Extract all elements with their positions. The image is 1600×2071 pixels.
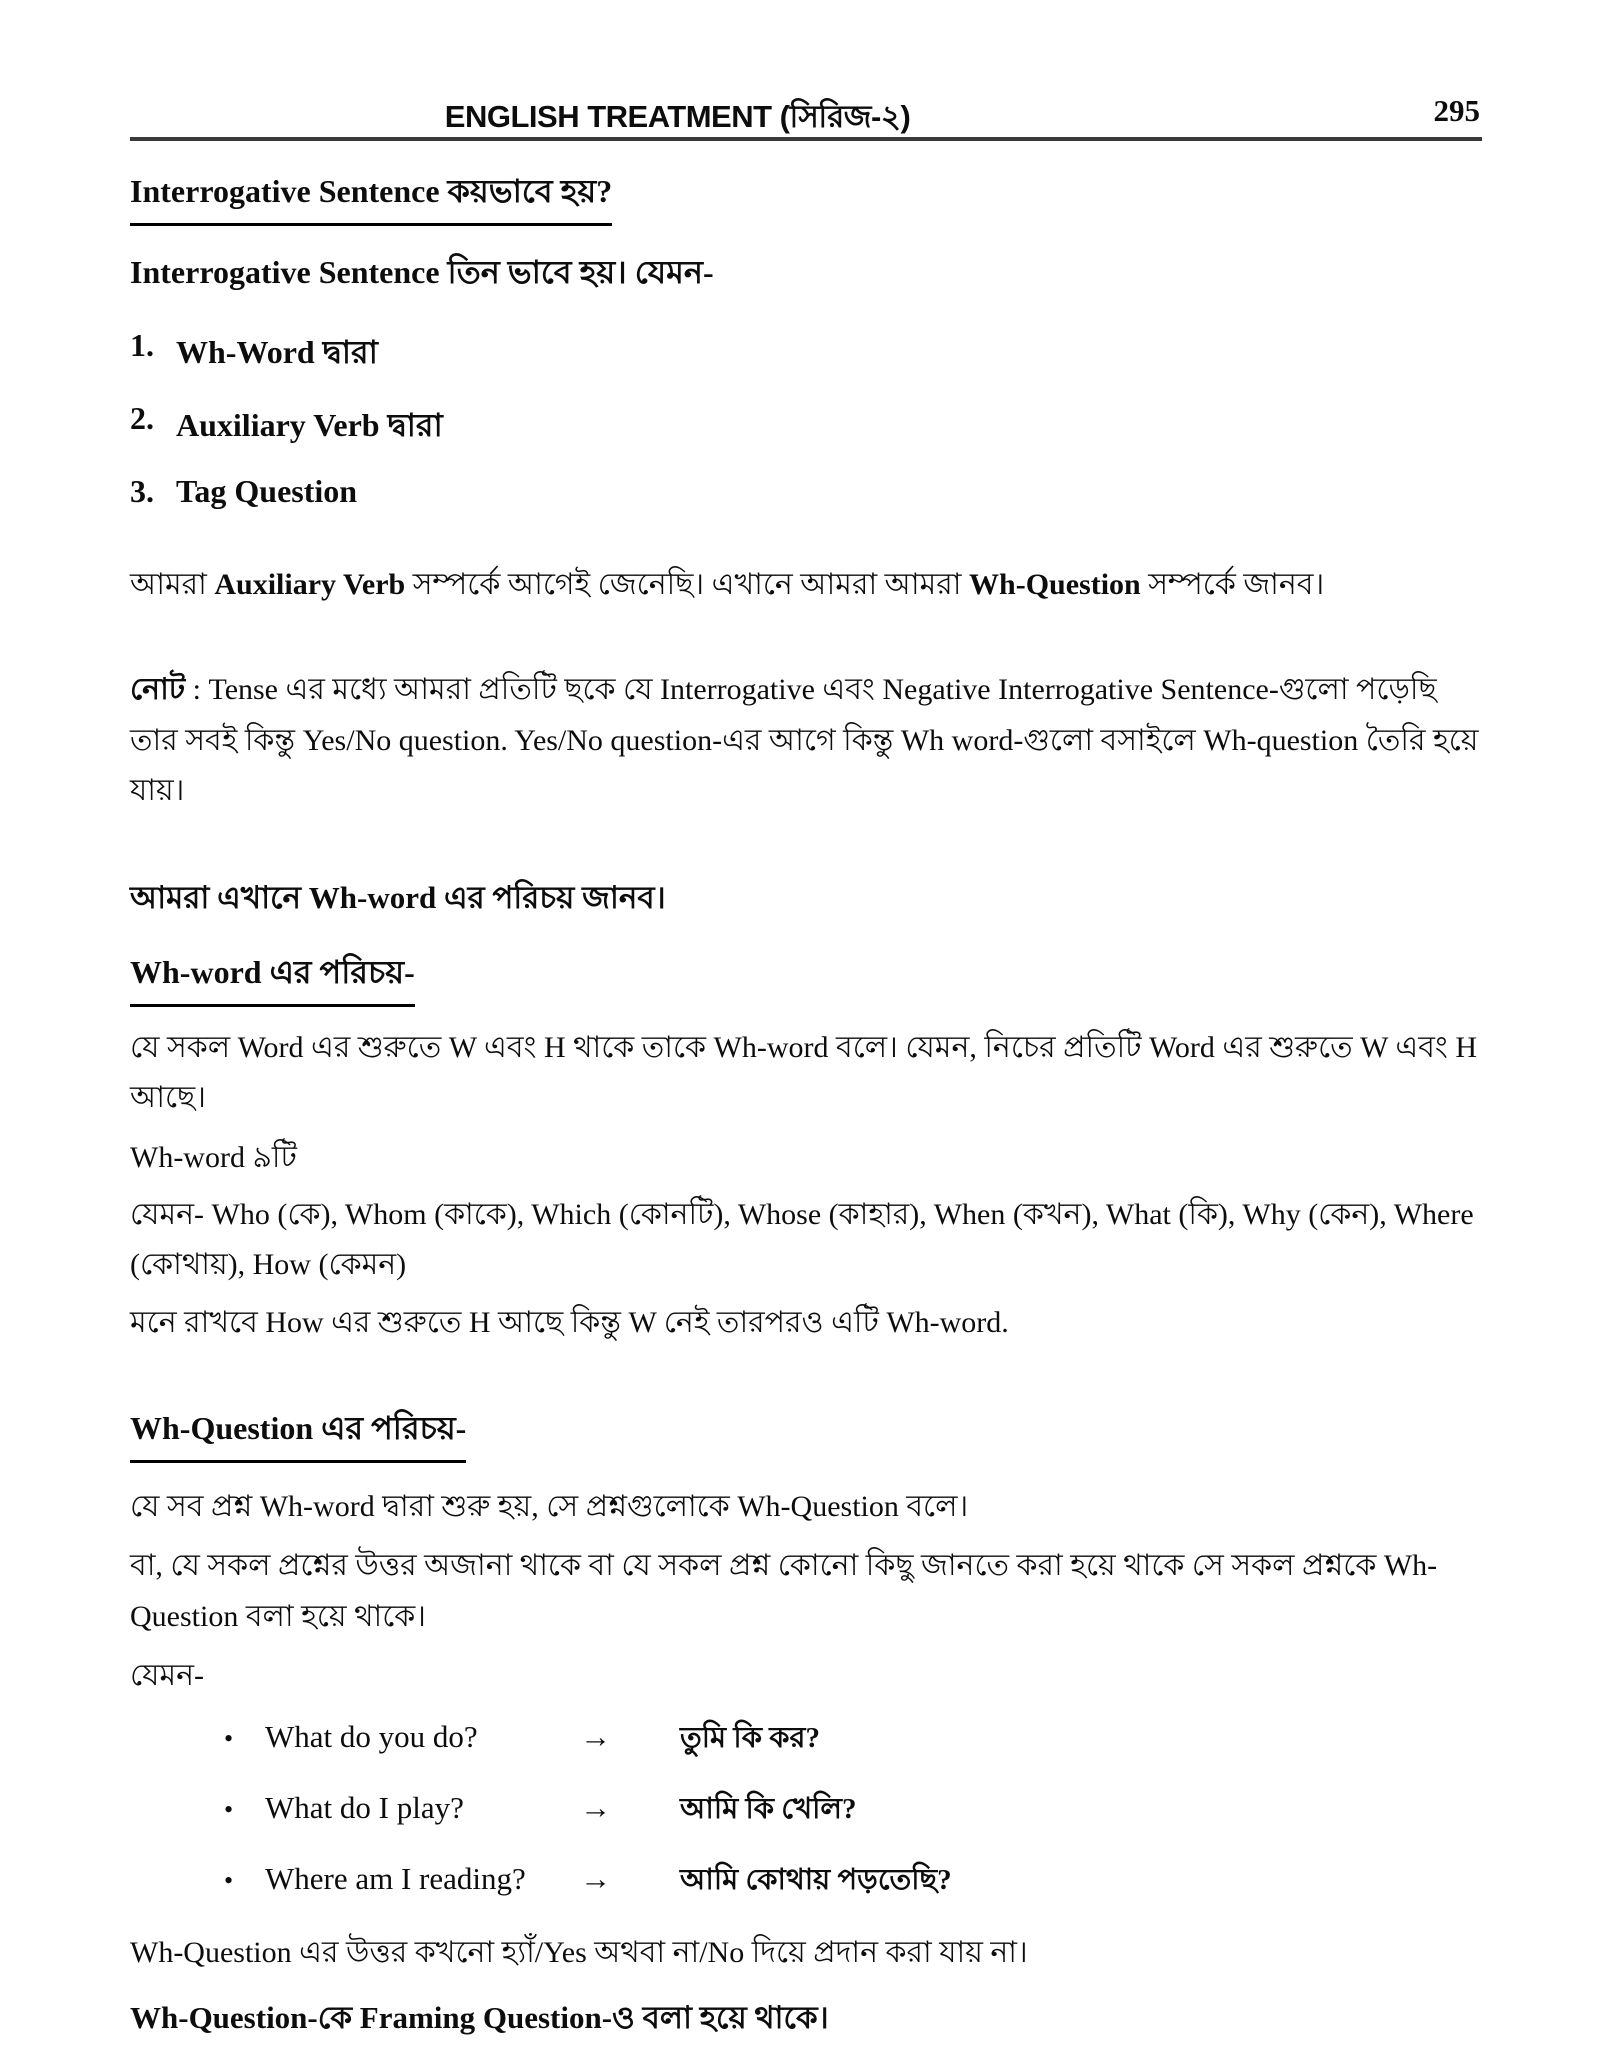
header-title: ENGLISH TREATMENT (সিরিজ-২) [444, 99, 911, 134]
framing-question-note: Wh-Question-কে Framing Question-ও বলা হয়ে থাকে। [130, 1999, 829, 2035]
list-item-number: 1. [130, 327, 154, 363]
bullet-icon: • [224, 1724, 234, 1754]
list-item-label: Auxiliary Verb দ্বারা [176, 407, 443, 443]
whquestion-definition-1: যে সব প্রশ্ন Wh-word দ্বারা শুরু হয়, সে প্রশ্নগুলোকে Wh-Question বলে। [130, 1489, 969, 1523]
example-label: যেমন- [130, 1659, 205, 1693]
note-paragraph: নোট : Tense এর মধ্যে আমরা প্রতিটি ছকে যে Interrogative এবং Negative Interrogative Sentence-গুলো পড়েছি তার সবই কিন্তু Yes/No question. Yes/No question-এর আগে কিন্তু Wh word-গুলো বসাইলে Wh-question তৈরি হয়ে যায়। [130, 673, 1479, 808]
section-title [130, 166, 1482, 226]
list-item [130, 473, 1482, 510]
section-title-text: Interrogative Sentence কয়ভাবে হয়? [130, 166, 612, 226]
whword-count-line: Wh-word ৯টি [130, 1141, 297, 1175]
list-item [130, 327, 1482, 381]
page-number: 295 [1433, 93, 1480, 128]
bullet-icon: • [224, 1795, 234, 1825]
example-row [224, 1857, 1482, 1906]
list-item-label: Tag Question [176, 473, 358, 509]
example-bengali: আমি কি খেলি? [680, 1793, 857, 1826]
example-bengali: তুমি কি কর? [680, 1722, 820, 1755]
list-item-number: 2. [130, 400, 154, 436]
examples-list [224, 1715, 1482, 1906]
auxiliary-paragraph: আমরা Auxiliary Verb সম্পর্কে আগেই জেনেছি। এখানে আমরা আমরা Wh-Question সম্পর্কে জানব। [130, 568, 1325, 601]
whword-section-heading-text: Wh-word এর পরিচয়- [130, 947, 415, 1007]
example-row [224, 1786, 1482, 1835]
whword-definition: যে সকল Word এর শুরুতে W এবং H থাকে তাকে Wh-word বলে। যেমন, নিচের প্রতিটি Word এর শুরুতে W এবং H আছে। [130, 1030, 1478, 1114]
whword-intro-line: আমরা এখানে Wh-word এর পরিচয় জানব। [130, 879, 666, 915]
whquestion-definition-2: বা, যে সকল প্রশ্নের উত্তর অজানা থাকে বা যে সকল প্রশ্ন কোনো কিছু জানতে করা হয়ে থাকে সে সকল প্রশ্নকে Wh-Question বলা হয়ে থাকে। [130, 1549, 1438, 1633]
right-arrow-icon: → [580, 1861, 611, 1897]
page-header [130, 93, 1482, 141]
whquestion-answer-note: Wh-Question এর উত্তর কখনো হ্যাঁ/Yes অথবা না/No দিয়ে প্রদান করা যায় না। [130, 1936, 1028, 1970]
example-english: What do you do? [265, 1719, 478, 1755]
right-arrow-icon: → [580, 1790, 611, 1826]
list-item-number: 3. [130, 473, 154, 509]
whword-section-heading [130, 947, 1482, 1007]
methods-list [130, 327, 1482, 510]
intro-line: Interrogative Sentence তিন ভাবে হয়। যেমন- [130, 254, 714, 290]
bullet-icon: • [224, 1866, 234, 1896]
list-item [130, 400, 1482, 454]
list-item-label: Wh-Word দ্বারা [176, 334, 378, 370]
whquestion-section-heading [130, 1403, 1482, 1463]
whword-remember-note: মনে রাখবে How এর শুরুতে H আছে কিন্তু W নেই তারপরও এটি Wh-word. [130, 1305, 1009, 1339]
whword-examples-line: যেমন- Who (কে), Whom (কাকে), Which (কোনটি), Whose (কাহার), When (কখন), What (কি), Why (কেন), Where (কোথায়), How (কেমন) [130, 1197, 1474, 1282]
right-arrow-icon: → [580, 1719, 611, 1755]
whquestion-section-heading-text: Wh-Question এর পরিচয়- [130, 1403, 466, 1463]
example-bengali: আমি কোথায় পড়তেছি? [680, 1864, 952, 1897]
example-english: Where am I reading? [265, 1861, 526, 1897]
example-row [224, 1715, 1482, 1764]
example-english: What do I play? [265, 1790, 464, 1826]
